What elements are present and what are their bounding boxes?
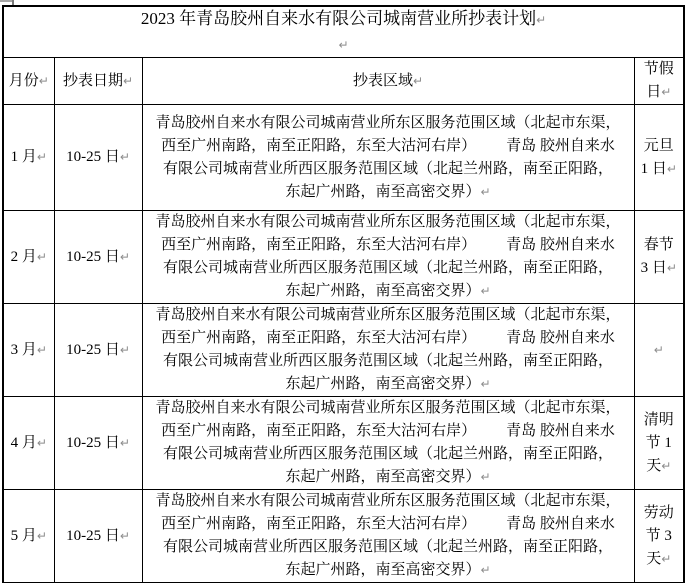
- paragraph-mark-icon: ↵: [338, 38, 349, 52]
- paragraph-mark-icon: ↵: [480, 184, 491, 199]
- paragraph-mark-icon: ↵: [119, 342, 130, 357]
- empty-paragraph: [4, 32, 683, 57]
- area-cell: 青岛胶州自来水有限公司城南营业所东区服务范围区域（北起市东渠， 西至广州南路，南至正阳路，东至大沽河右岸） 青岛 胶州自来水 有限公司城南营业所西区服务范围区域（北起兰州路，南至正阳路， 东起广州路，南至高密交界）↵: [142, 397, 634, 490]
- header-holiday: 节假 日↵: [634, 58, 684, 105]
- title-row: [3, 6, 684, 58]
- paragraph-mark-icon: ↵: [36, 150, 47, 164]
- meter-reading-plan-table: [2, 5, 685, 583]
- date-cell: 10-25 日↵: [54, 490, 142, 583]
- paragraph-mark-icon: ↵: [480, 563, 491, 577]
- paragraph-mark-icon: ↵: [666, 261, 677, 275]
- page-title: 2023 年青岛胶州自来水有限公司城南营业所抄表计划↵: [140, 9, 547, 28]
- header-month: 月份↵: [3, 58, 54, 105]
- paragraph-mark-icon: ↵: [661, 85, 672, 99]
- area-cell: 青岛胶州自来水有限公司城南营业所东区服务范围区域（北起市东渠， 西至广州南路，南至正阳路，东至大沽河右岸） 青岛 胶州自来水 有限公司城南营业所西区服务范围区域（北起兰州路，南至正阳路， 东起广州路，南至高密交界）↵: [142, 304, 634, 397]
- header-area: 抄表区域↵: [142, 58, 634, 105]
- paragraph-mark-icon: ↵: [653, 342, 664, 357]
- paragraph-mark-icon: ↵: [480, 377, 491, 391]
- month-cell: 2 月↵: [3, 211, 54, 304]
- paragraph-mark-icon: ↵: [412, 73, 424, 88]
- paragraph-mark-icon: ↵: [661, 551, 672, 566]
- month-cell: 3 月↵: [3, 304, 54, 397]
- date-cell: 10-25 日↵: [54, 211, 142, 304]
- month-cell: 1 月↵: [3, 105, 54, 211]
- paragraph-mark-icon: ↵: [119, 435, 130, 450]
- holiday-cell: 清明 节 1 天↵: [634, 397, 684, 490]
- paragraph-mark-icon: ↵: [122, 73, 134, 88]
- area-cell: 青岛胶州自来水有限公司城南营业所东区服务范围区域（北起市东渠， 西至广州南路，南至正阳路，东至大沽河右岸） 青岛 胶州自来水 有限公司城南营业所西区服务范围区域（北起兰州路，南至正阳路， 东起广州路，南至高密交界）↵: [142, 105, 634, 211]
- table-row: [3, 105, 684, 211]
- month-cell: 4 月↵: [3, 397, 54, 490]
- date-cell: 10-25 日↵: [54, 304, 142, 397]
- paragraph-mark-icon: ↵: [36, 528, 47, 543]
- paragraph-mark-icon: ↵: [36, 435, 47, 450]
- table-row: [3, 397, 684, 490]
- paragraph-mark-icon: ↵: [480, 284, 491, 298]
- paragraph-mark-icon: ↵: [666, 161, 677, 176]
- document-title-cell: [3, 6, 684, 58]
- paragraph-mark-icon: ↵: [38, 73, 49, 88]
- header-date: 抄表日期↵: [54, 58, 142, 105]
- paragraph-mark-icon: ↵: [36, 342, 47, 357]
- area-cell: 青岛胶州自来水有限公司城南营业所东区服务范围区域（北起市东渠， 西至广州南路，南至正阳路，东至大沽河右岸） 青岛 胶州自来水 有限公司城南营业所西区服务范围区域（北起兰州路，南至正阳路， 东起广州路，南至高密交界）↵: [142, 211, 634, 304]
- paragraph-mark-icon: ↵: [536, 13, 547, 27]
- holiday-cell: [634, 304, 684, 397]
- paragraph-mark-icon: ↵: [119, 528, 130, 543]
- area-cell: 青岛胶州自来水有限公司城南营业所东区服务范围区域（北起市东渠， 西至广州南路，南至正阳路，东至大沽河右岸） 青岛 胶州自来水 有限公司城南营业所西区服务范围区域（北起兰州路，南至正阳路， 东起广州路，南至高密交界）↵: [142, 490, 634, 583]
- table-row: [3, 490, 684, 583]
- month-cell: 5 月↵: [3, 490, 54, 583]
- paragraph-mark-icon: ↵: [480, 470, 491, 484]
- paragraph-mark-icon: ↵: [119, 249, 130, 264]
- date-cell: 10-25 日↵: [54, 397, 142, 490]
- table-row: [3, 211, 684, 304]
- header-row: [3, 58, 684, 105]
- date-cell: 10-25 日↵: [54, 105, 142, 211]
- paragraph-mark-icon: ↵: [119, 150, 130, 164]
- paragraph-mark-icon: ↵: [661, 458, 672, 473]
- holiday-cell: 劳动 节 3 天↵: [634, 490, 684, 583]
- paragraph-mark-icon: ↵: [36, 249, 47, 264]
- table-row: [3, 304, 684, 397]
- holiday-cell: 元旦 1 日↵: [634, 105, 684, 211]
- holiday-cell: 春节 3 日↵: [634, 211, 684, 304]
